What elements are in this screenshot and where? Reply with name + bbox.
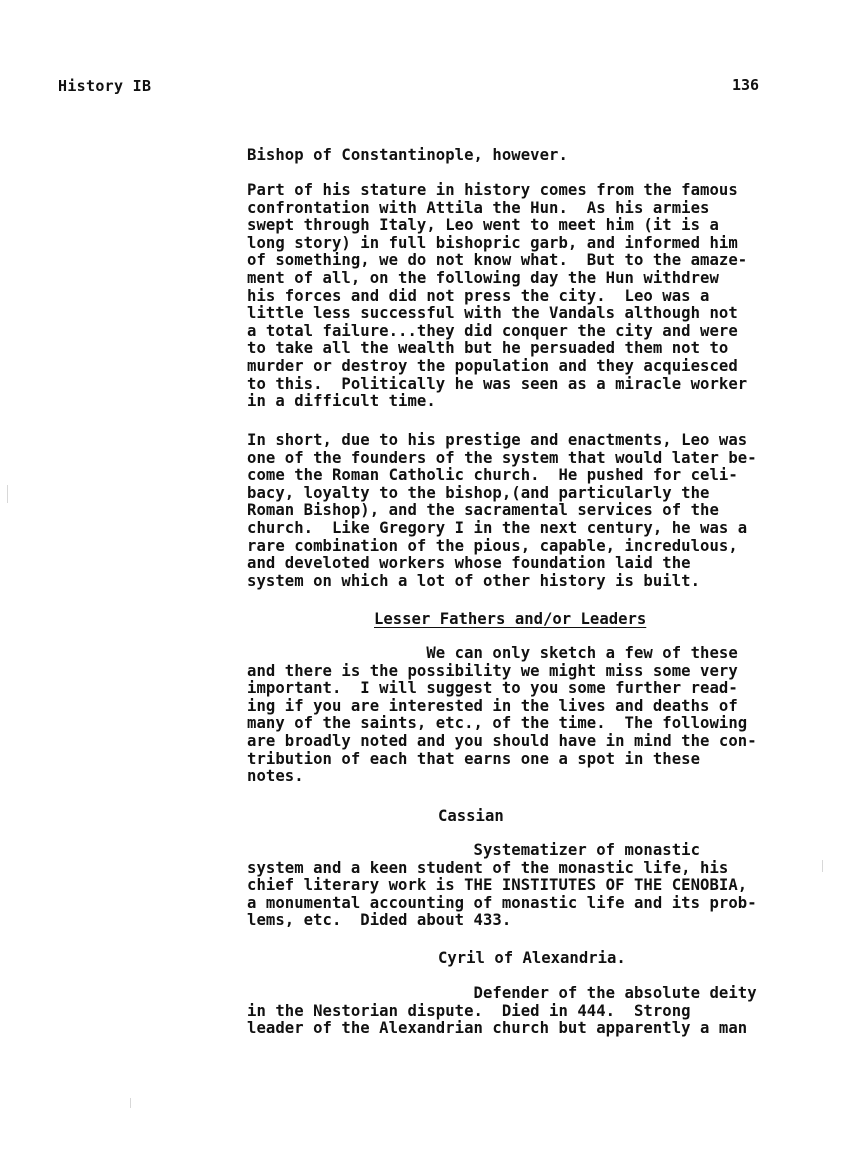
text-line: church. Like Gregory I in the next century, he was a xyxy=(247,518,748,537)
text-line: ing if you are interested in the lives and deaths of xyxy=(247,696,738,715)
text-line: important. I will suggest to you some further read- xyxy=(247,679,738,698)
text-line: long story) in full bishopric garb, and informed him xyxy=(247,233,738,252)
text-line: and develoted workers whose foundation laid the xyxy=(247,554,691,573)
text-line: one of the founders of the system that would later be- xyxy=(247,448,757,467)
text-line: a total failure...they did conquer the city and were xyxy=(247,321,738,340)
text-line: leader of the Alexandrian church but apparently a man xyxy=(247,1019,748,1038)
text-line: many of the saints, etc., of the time. The following xyxy=(247,714,748,733)
text-line: murder or destroy the population and they acquiesced xyxy=(247,356,738,375)
text-line: rare combination of the pious, capable, incredulous, xyxy=(247,536,738,555)
text-line: to take all the wealth but he persuaded them not to xyxy=(247,339,729,358)
text-line: little less successful with the Vandals although not xyxy=(247,304,738,323)
text-line: swept through Italy, Leo went to meet him (it is a xyxy=(247,216,719,235)
text-line: Defender of the absolute deity xyxy=(247,984,757,1002)
text-line: to this. Politically he was seen as a miracle worker xyxy=(247,374,748,393)
text-line: notes. xyxy=(247,767,304,786)
paragraph-continuation xyxy=(247,147,568,165)
paragraph-cassian xyxy=(247,842,757,930)
text-line: in the Nestorian dispute. Died in 444. Strong xyxy=(247,1001,691,1020)
scan-artifact xyxy=(130,1098,131,1108)
text-line: are broadly noted and you should have in mind the con- xyxy=(247,731,757,750)
paragraph-attila xyxy=(247,182,747,411)
text-line: We can only sketch a few of these xyxy=(247,644,738,662)
text-line: bacy, loyalty to the bishop,(and particularly the xyxy=(247,483,710,502)
text-line: system and a keen student of the monastic life, his xyxy=(247,858,729,877)
text-line: of something, we do not know what. But to the amaze- xyxy=(247,251,748,270)
text-line: Part of his stature in history comes from the famous xyxy=(247,181,738,199)
text-line: chief literary work is THE INSTITUTES OF THE CENOBIA, xyxy=(247,876,748,895)
section-heading: Lesser Fathers and/or Leaders xyxy=(374,610,647,628)
text-line: In short, due to his prestige and enactments, Leo was xyxy=(247,431,748,449)
paragraph-leo-summary xyxy=(247,432,757,590)
paragraph-lesser-fathers xyxy=(247,645,757,786)
text-line: confrontation with Attila the Hun. As his armies xyxy=(247,198,710,217)
text-line: ment of all, on the following day the Hun withdrew xyxy=(247,268,719,287)
text-line: system on which a lot of other history is built. xyxy=(247,571,701,590)
text-line: his forces and did not press the city. Leo was a xyxy=(247,286,710,305)
text-line: in a difficult time. xyxy=(247,392,436,411)
scan-artifact xyxy=(7,485,8,503)
page-number: 136 xyxy=(732,76,760,94)
text-line: tribution of each that earns one a spot in these xyxy=(247,749,701,768)
text-line: lems, etc. Dided about 433. xyxy=(247,911,512,930)
text-line: and there is the possibility we might miss some very xyxy=(247,661,738,680)
entry-heading-cyril: Cyril of Alexandria. xyxy=(438,949,626,967)
entry-heading-cassian: Cassian xyxy=(438,807,504,825)
text-line: a monumental accounting of monastic life and its prob- xyxy=(247,893,757,912)
text-line: come the Roman Catholic church. He pushed for celi- xyxy=(247,466,738,485)
paragraph-cyril xyxy=(247,985,757,1038)
text-line: Bishop of Constantinople, however. xyxy=(247,146,568,164)
text-line: Roman Bishop), and the sacramental services of the xyxy=(247,501,719,520)
running-header-title: History IB xyxy=(58,77,152,95)
scan-artifact xyxy=(822,860,823,872)
text-line: Systematizer of monastic xyxy=(247,841,701,859)
